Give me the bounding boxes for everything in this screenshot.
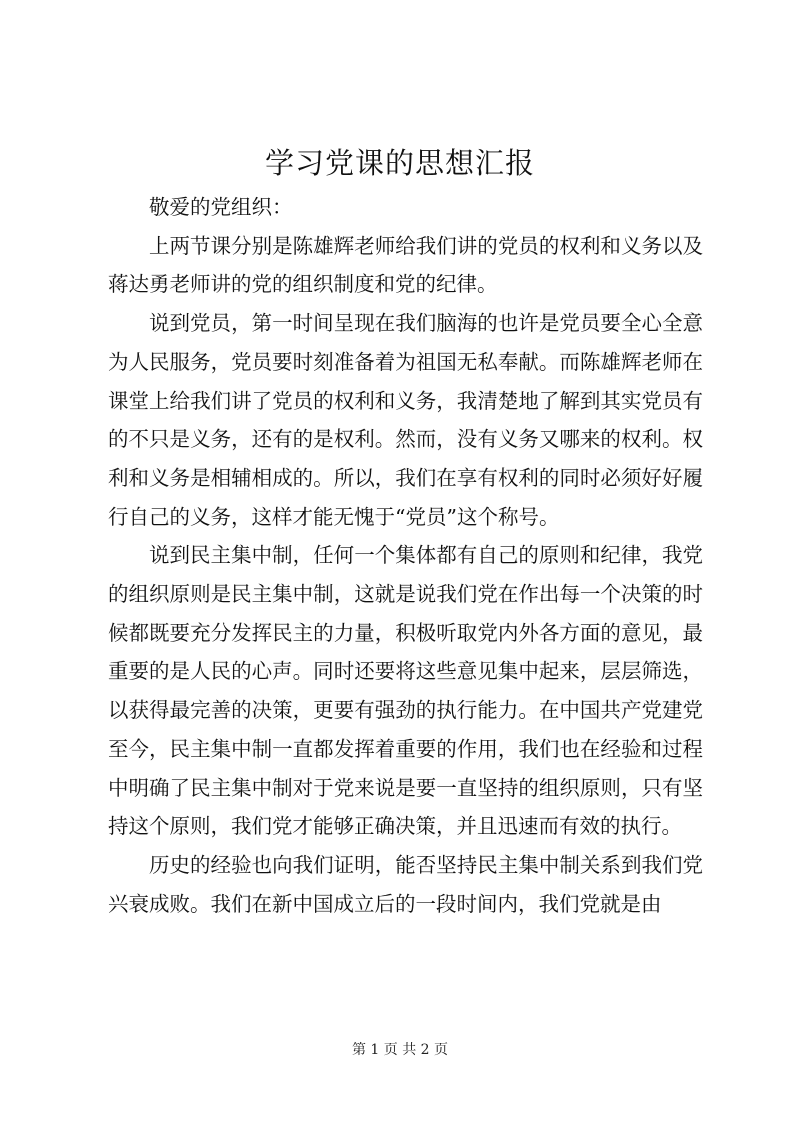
salutation-paragraph: 敬爱的党组织： bbox=[149, 195, 293, 219]
body-paragraph: 上两节课分别是陈雄辉老师给我们讲的党员的权利和义务以及蒋达勇老师讲的党的组织制度和党的纪律。 bbox=[108, 233, 703, 297]
body-paragraph: 历史的经验也向我们证明，能否坚持民主集中制关系到我们党兴衰成败。我们在新中国成立后的一段时间内，我们党就是由 bbox=[108, 852, 703, 916]
page-number-footer: 第 1 页 共 2 页 bbox=[351, 1042, 449, 1058]
body-paragraph: 说到民主集中制，任何一个集体都有自己的原则和纪律，我党的组织原则是民主集中制，这就是说我们党在作出每一个决策的时候都既要充分发挥民主的力量，积极听取党内外各方面的意见，最重要的是人民的心声。同时还要将这些意见集中起来，层层筛选，以获得最完善的决策，更要有强劲的执行能力。在中国共产党建党至今，民主集中制一直都发挥着重要的作用，我们也在经验和过程中明确了民主集中制对于党来说是要一直坚持的组织原则，只有坚持这个原则，我们党才能够正确决策，并且迅速而有效的执行。 bbox=[108, 543, 703, 839]
body-paragraph: 说到党员，第一时间呈现在我们脑海的也许是党员要全心全意为人民服务，党员要时刻准备着为祖国无私奉献。而陈雄辉老师在课堂上给我们讲了党员的权利和义务，我清楚地了解到其实党员有的不只是义务，还有的是权利。然而，没有义务又哪来的权利。权利和义务是相辅相成的。所以，我们在享有权利的同时必须好好履行自己的义务，这样才能无愧于“党员”这个称号。 bbox=[108, 311, 703, 529]
document-title: 学习党课的思想汇报 bbox=[264, 146, 535, 180]
document-body bbox=[108, 188, 703, 923]
